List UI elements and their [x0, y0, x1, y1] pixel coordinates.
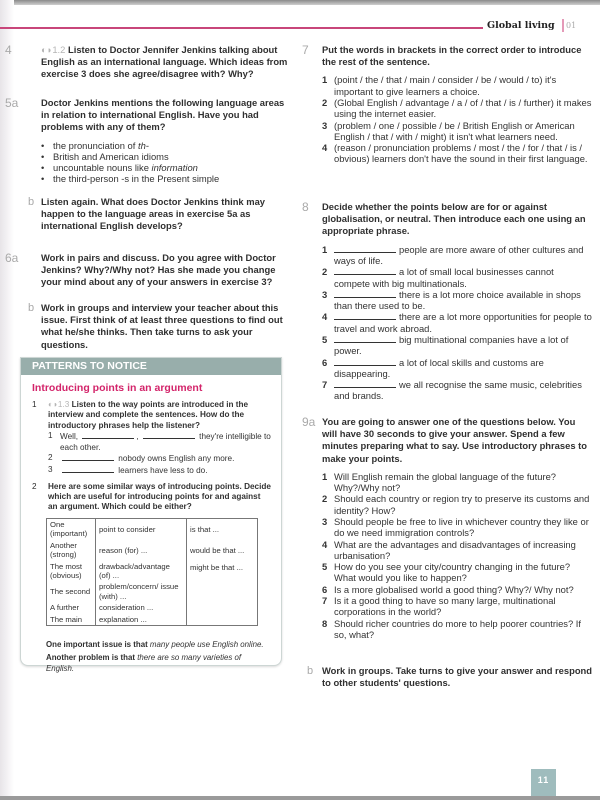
page-number: 11	[531, 769, 556, 797]
exercise-number: 5a	[5, 96, 19, 110]
list-item: 4 What are the advantages and disadvantages of increasing urbanisation?	[322, 538, 576, 561]
audio-track: 1.2	[52, 44, 66, 55]
exercise-number: 7	[302, 43, 309, 57]
list-item: 1 people are more aware of other cultures and ways of life.	[322, 243, 584, 266]
header-separator	[562, 19, 564, 32]
instruction: Decide whether the points below are for or against globalisation, or neutral. Then introduce each one using an appropriate phrase.	[322, 201, 586, 237]
list-item: 3 Should people be free to live in whichever country they like or do we need immigration controls?	[322, 516, 589, 539]
phrases-table	[46, 518, 258, 626]
discussion-questions-list	[322, 471, 592, 640]
box-subheading: Introducing points in an argument	[32, 382, 203, 394]
exercise-9b	[302, 665, 592, 689]
answer-blank[interactable]	[334, 244, 396, 253]
answer-blank[interactable]	[334, 334, 396, 343]
exercise-letter: b	[28, 302, 35, 314]
audio-icon[interactable]: ◐◗	[48, 400, 58, 409]
instruction: Put the words in brackets in the correct order to introduce the rest of the sentence.	[322, 44, 582, 68]
gap-fill-item: 1 Well, , they're intelligible to each other.	[48, 431, 271, 452]
table-row: The main explanation ...	[47, 614, 258, 626]
list-item: 2 a lot of small local businesses cannot compete with big multinationals.	[322, 266, 554, 289]
list-item: 5 big multinational companies have a lot of power.	[322, 333, 569, 357]
list-item: 5 How do you see your city/country changing in the future? What would you like to happen?	[322, 561, 571, 584]
unit-number: 01	[566, 21, 577, 30]
answer-blank[interactable]	[143, 431, 195, 439]
instruction: Listen to the way points are introduced in the interview and complete the sentences. How do the introductory phrases help the listener?	[48, 400, 249, 430]
exercise-number: 6a	[5, 251, 19, 265]
exercise-number: 8	[302, 200, 309, 214]
answer-blank[interactable]	[62, 465, 114, 473]
instruction: Here are some similar ways of introducing points. Decide which are useful for introducing points for and against an argument. Which could be either?	[48, 481, 271, 512]
list-item: 3 there is a lot more choice available in shops than there used to be.	[322, 288, 581, 312]
table-row: Another (strong) reason (for) ... would be that ...	[47, 540, 258, 561]
list-item: 1 (point / the / that / main / consider / be / would / to) it's important to give learners a choice.	[322, 74, 557, 97]
exercise-7	[302, 44, 592, 165]
instruction: Listen again. What does Doctor Jenkins think may happen to the language areas in exercise 5a as international English develops?	[41, 196, 266, 232]
exercise-number: 9a	[302, 415, 316, 429]
patterns-exercise-2: 2 Here are some similar ways of introducing points. Decide which are useful for introducing points for and against an argument. Which could be either?	[32, 481, 271, 512]
exercise-6a	[5, 252, 290, 289]
instruction: You are going to answer one of the questions below. You will have 30 seconds to give your answer. Spend a few minutes preparing what to say. Use introductory phrases to make your points.	[322, 416, 587, 464]
example-sentence: Another problem is that there are so many varieties of English.	[46, 653, 242, 673]
exercise-6b	[5, 302, 290, 351]
instruction: Work in pairs and discuss. Do you agree with Doctor Jenkins? Why?/Why not? Has she made you change your mind about any of your answers in exercise 3?	[41, 252, 276, 288]
answer-blank[interactable]	[334, 311, 396, 320]
patterns-exercise-1: 1 ◐◗1.3 Listen to the way points are introduced in the interview and complete the sentences. How do the introductory phrases help the listener? 1 Well, , they're intelligible to each other. 2 nobody owns English any more. 3 learners have less to do.	[32, 400, 271, 475]
exercise-letter: b	[307, 665, 314, 677]
exercise-9a	[302, 416, 592, 640]
answer-blank[interactable]	[334, 379, 396, 388]
section-title: Global living	[487, 20, 555, 31]
list-item: 7 we all recognise the same music, celebrities and brands.	[322, 379, 582, 402]
header-rule	[0, 27, 483, 29]
patterns-to-notice-box	[20, 357, 282, 673]
answer-blank[interactable]	[334, 357, 396, 366]
gap-fill-item: 2 nobody owns English any more.	[48, 453, 235, 464]
list-item: 7 Is it a good thing to have so many large, multinational corporations in the world?	[322, 595, 556, 618]
table-row: The second problem/concern/ issue (with) ...	[47, 581, 258, 602]
list-item: 6 Is a more globalised world a good thing? Why?/ Why not?	[322, 583, 574, 595]
exercise-number: 4	[5, 43, 12, 57]
bottom-edge	[0, 796, 600, 800]
top-edge	[0, 0, 600, 5]
globalisation-points-list	[322, 244, 592, 402]
answer-blank[interactable]	[82, 431, 134, 439]
list-item: 2 (Global English / advantage / a / of / that / is / further) it makes using the internet easier.	[322, 97, 592, 120]
exercise-8	[302, 201, 592, 402]
list-item: 2 Should each country or region try to preserve its customs and identity? How?	[322, 493, 590, 516]
list-item: 8 Should richer countries do more to help poorer countries? If so, what?	[322, 617, 582, 640]
audio-icon[interactable]: ◐◗	[41, 44, 53, 55]
answer-blank[interactable]	[334, 289, 396, 298]
instruction: Work in groups and interview your teacher about this issue. First think of at least three questions to find out what he/she thinks. Then take turns to ask your questions.	[41, 302, 283, 350]
answer-blank[interactable]	[62, 453, 114, 461]
list-item: 3 (problem / one / possible / be / British English or American English / that / with / might) it isn't what learners need.	[322, 119, 575, 142]
gap-fill-item: 3 learners have less to do.	[48, 465, 208, 475]
list-item: 6 a lot of local skills and customs are disappearing.	[322, 356, 544, 379]
table-row: The most (obvious) drawback/advantage (of) ... might be that ...	[47, 561, 258, 582]
instruction: Doctor Jenkins mentions the following language areas in relation to international English. Have you had problems with any of them?	[41, 97, 285, 133]
instruction: Listen to Doctor Jennifer Jenkins talking about English as an international language. Which ideas from exercise 3 does she agree/disagree with? Why?	[41, 44, 288, 80]
box-heading: PATTERNS TO NOTICE	[21, 358, 281, 375]
word-order-list	[322, 74, 592, 164]
exercise-5a	[5, 97, 290, 184]
list-item: 4 there are a lot more opportunities for people to travel and work abroad.	[322, 311, 592, 334]
list-item: 1 Will English remain the global language of the future? Why?/Why not?	[322, 470, 557, 494]
exercise-5b	[5, 196, 290, 233]
list-item: • British and American idioms	[41, 151, 290, 162]
exercise-letter: b	[28, 196, 35, 208]
list-item: • uncountable nouns like information	[41, 162, 290, 173]
example-sentence: One important issue is that many people use English online.	[46, 640, 264, 649]
table-row: A further consideration ...	[47, 602, 258, 613]
answer-blank[interactable]	[334, 266, 396, 275]
example-sentences	[46, 640, 271, 677]
list-item: • the third-person -s in the Present simple	[41, 173, 290, 184]
list-item: 4 (reason / pronunciation problems / most / the / for / that / is / obvious) learners don't have the sound in their first language.	[322, 142, 588, 165]
exercise-4	[5, 44, 290, 81]
table-row: One (important) point to consider is that ...	[47, 519, 258, 540]
language-areas-list	[41, 140, 290, 185]
list-item: • the pronunciation of th-	[41, 140, 290, 151]
instruction: Work in groups. Take turns to give your answer and respond to other students' questions.	[322, 665, 593, 689]
